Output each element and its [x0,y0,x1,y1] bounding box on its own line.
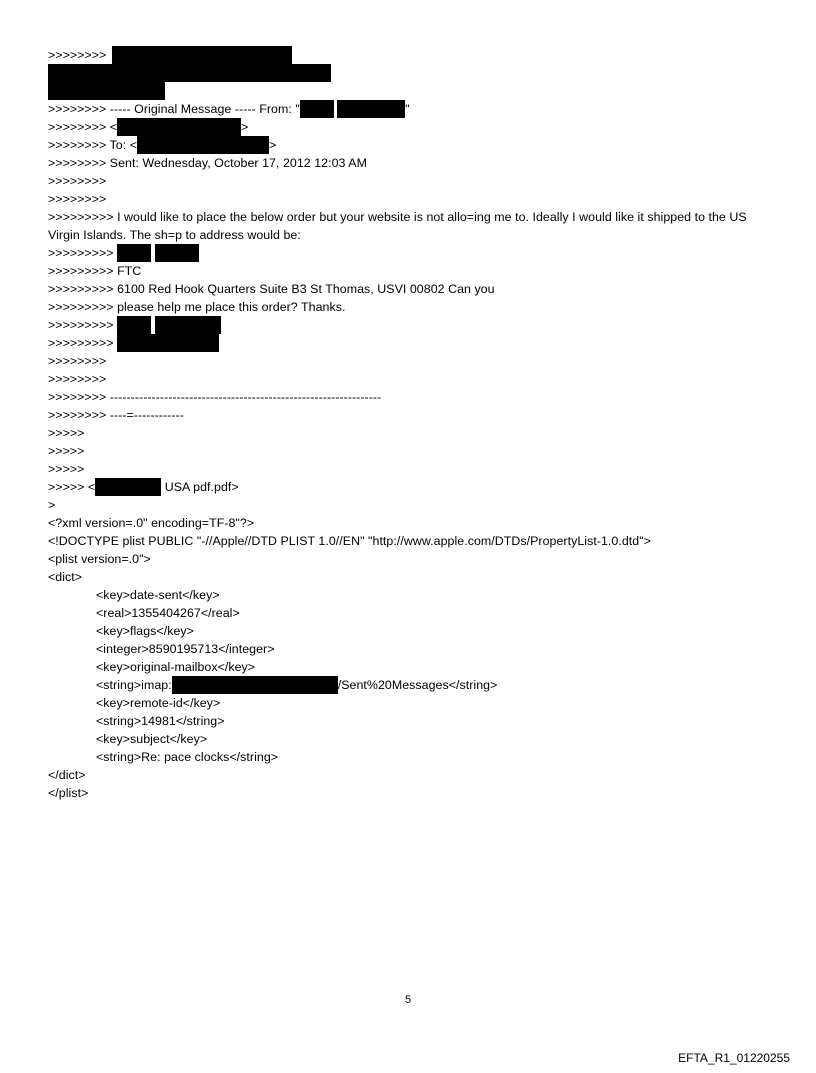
quote-marker: >>>>>>>>> [48,318,114,332]
redaction-block [117,334,219,352]
text-line: >>>>>>>> [48,192,107,206]
plist-value: <string>Re: pace clocks</string> [96,750,279,764]
text-line: >>>>> [48,462,85,476]
plist-key: <key>remote-id</key> [96,696,221,710]
divider-line: >>>>>>>> ----------------------------------------------------------------- [48,390,382,404]
redaction-block [155,316,221,334]
bates-number: EFTA_R1_01220255 [678,1051,790,1065]
text-line [48,316,778,334]
dict-close: </dict> [48,768,86,782]
text-line: > [48,498,56,512]
address-close: > [241,120,249,134]
message-body: >>>>>>>>> I would like to place the below order but your website is not allo=ing me to. Ideally I would like it shipped to the US Virgin Islands. The sh=p to address would be: [48,210,747,242]
plist-value: <integer>8590195713</integer> [96,642,275,656]
redaction-block [117,244,151,262]
text-line: >>>>>>>>> FTC [48,264,142,278]
redaction-block [112,46,292,64]
address-close: > [269,138,277,152]
text-line: >>>>> [48,426,85,440]
imap-prefix: <string>imap: [96,678,172,692]
text-line: >>>>>>>> ----=------------ [48,408,184,422]
plist-key: <key>flags</key> [96,624,194,638]
email-header-from [48,100,778,118]
redaction-block [300,100,334,118]
document-body [48,46,778,802]
redaction-block [95,478,161,496]
plist-open: <plist version=.0"> [48,552,151,566]
quote-marker: >>>>>>>>> [48,336,114,350]
redaction-block [337,100,405,118]
redaction-block [172,676,338,694]
from-label: >>>>>>>> ----- Original Message ----- From: " [48,102,300,116]
imap-suffix: /Sent%20Messages</string> [337,678,498,692]
text-line: >>>>>>>> [48,372,107,386]
attachment-name: USA pdf.pdf> [161,480,239,494]
redaction-block [48,82,165,100]
redaction-block [155,244,199,262]
redaction-block [117,316,151,334]
quote-marker: >>>>>>>>> [48,246,114,260]
text-line: >>>>>>>> [48,174,107,188]
redaction-block [48,64,331,82]
xml-declaration: <?xml version=.0" encoding=TF-8"?> [48,516,255,530]
redaction-block [117,118,241,136]
text-line [48,334,778,352]
redaction-block [137,136,269,154]
plist-key: <key>date-sent</key> [96,588,220,602]
plist-value: <real>1355404267</real> [96,606,240,620]
plist-value [48,676,778,694]
attachment-open: >>>>> < [48,480,96,494]
quote-close: " [405,102,410,116]
email-header-sent: >>>>>>>> Sent: Wednesday, October 17, 2012 12:03 AM [48,156,367,170]
plist-key: <key>subject</key> [96,732,208,746]
plist-value: <string>14981</string> [96,714,225,728]
text-line: >>>>> [48,444,85,458]
email-header-address [48,118,778,136]
to-label: >>>>>>>> To: < [48,138,138,152]
address-open: >>>>>>>> < [48,120,118,134]
page-number: 5 [404,994,412,1006]
text-line: >>>>>>>> [48,354,107,368]
doctype-line: <!DOCTYPE plist PUBLIC "-//Apple//DTD PLIST 1.0//EN" "http://www.apple.com/DTDs/PropertyList-1.0.dtd"> [48,534,651,548]
text-line: >>>>>>>>> 6100 Red Hook Quarters Suite B3 St Thomas, USVI 00802 Can you [48,282,495,296]
text-line: >>>>>>>>> please help me place this order? Thanks. [48,300,346,314]
plist-key: <key>original-mailbox</key> [96,660,256,674]
attachment-line [48,478,778,496]
text-line [48,46,778,64]
text-line [48,244,778,262]
quote-marker: >>>>>>>> [48,48,107,62]
plist-close: </plist> [48,786,89,800]
email-header-to [48,136,778,154]
dict-open: <dict> [48,570,83,584]
